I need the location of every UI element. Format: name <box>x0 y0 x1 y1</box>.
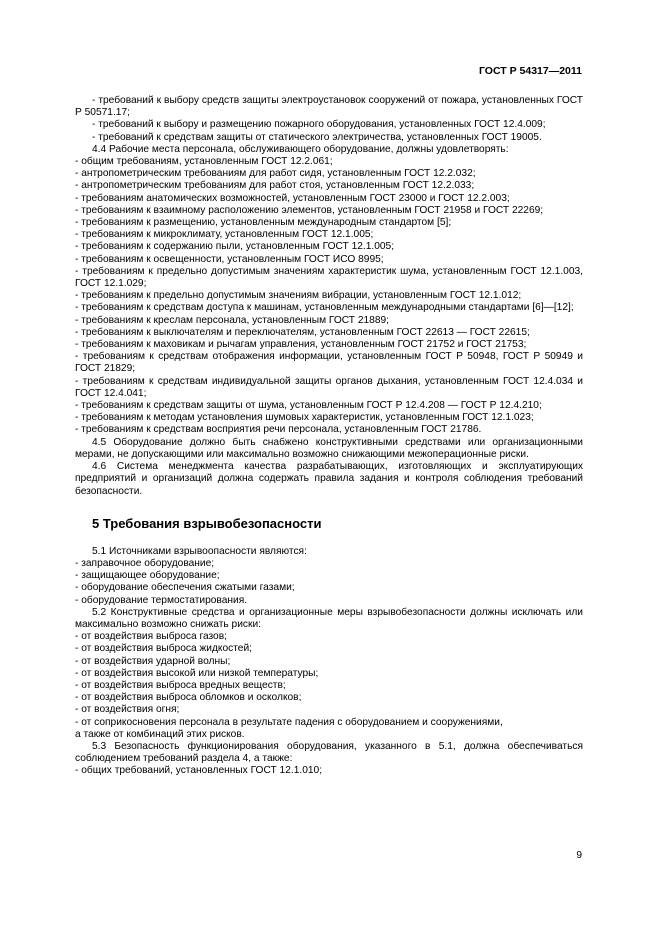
text-line: - требованиям к маховикам и рычагам управления, установленным ГОСТ 21752 и ГОСТ 21753; <box>75 339 527 351</box>
text-line: - от воздействия огня; <box>75 704 180 716</box>
text-line: - требований к средствам защиты от статического электричества, установленных ГОСТ 19005. <box>92 131 542 143</box>
text-line: - общим требованиям, установленным ГОСТ 12.2.061; <box>75 156 333 168</box>
text-line: - требованиям анатомических возможностей, установленным ГОСТ 23000 и ГОСТ 12.2.003; <box>75 192 510 204</box>
text-line: 5.3 Безопасность функционирования оборудования, указанного в 5.1, должна обеспечиваться соблюдением требований раздела 4, а также: <box>75 740 583 765</box>
text-line: - требованиям к средствам доступа к машинам, установленным международными стандартами [6]—[12]; <box>75 302 574 314</box>
text-line: - от соприкосновения персонала в результате падения с оборудованием и сооружениями, <box>75 716 503 728</box>
text-line: 4.4 Рабочие места персонала, обслуживающего оборудование, должны удовлетворять: <box>92 143 509 155</box>
text-line: - требованиям к предельно допустимым значениям характеристик шума, установленным ГОСТ 12.1.003, ГОСТ 12.1.029; <box>75 265 583 290</box>
text-line: - от воздействия выброса обломков и осколков; <box>75 692 302 704</box>
text-line: - требованиям к освещенности, установленным ГОСТ ИСО 8995; <box>75 253 384 265</box>
text-line: - от воздействия выброса газов; <box>75 631 227 643</box>
section-5-body <box>75 546 583 778</box>
text-line: - требований к выбору средств защиты электроустановок сооружений от пожара, установленных ГОСТ Р 50571.17; <box>75 95 583 119</box>
text-line: - требованиям к креслам персонала, установленным ГОСТ 21889; <box>75 314 390 326</box>
text-line: - от воздействия выброса вредных веществ; <box>75 679 286 691</box>
text-line: - требованиям к микроклимату, установленным ГОСТ 12.1.005; <box>75 229 374 241</box>
text-line: - антропометрическим требованиям для работ сидя, установленным ГОСТ 12.2.032; <box>75 168 476 180</box>
text-line: 4.6 Система менеджмента качества разрабатывающих, изготовляющих и эксплуатирующих предприятий и организаций должна содержать правила задания и контроля соблюдения требований безопасности. <box>75 461 583 497</box>
page-content <box>75 95 583 778</box>
text-line: 5.1 Источниками взрывоопасности являются: <box>92 545 307 557</box>
text-line: - требованиям к средствам восприятия речи персонала, установленным ГОСТ 21786. <box>75 424 482 436</box>
text-line: - защищающее оборудование; <box>75 570 220 582</box>
text-line: - заправочное оборудование; <box>75 557 215 569</box>
text-line: - требованиям к содержанию пыли, установленным ГОСТ 12.1.005; <box>75 241 395 253</box>
document-number: ГОСТ Р 54317—2011 <box>478 65 582 77</box>
text-line: - требованиям к предельно допустимым значениям вибрации, установленным ГОСТ 12.1.012; <box>75 290 522 302</box>
text-line: - требованиям к средствам защиты от шума, установленным ГОСТ Р 12.4.208 — ГОСТ Р 12.4.210; <box>75 400 542 412</box>
text-line: - от воздействия высокой или низкой температуры; <box>75 667 319 679</box>
text-line: - общих требований, установленных ГОСТ 12.1.010; <box>75 765 323 777</box>
text-line: - требований к выбору и размещению пожарного оборудования, установленных ГОСТ 12.4.009; <box>92 119 546 131</box>
text-line: - требованиям к средствам индивидуальной защиты органов дыхания, установленным ГОСТ 12.4.034 и ГОСТ 12.4.041; <box>75 375 583 399</box>
text-line: - требованиям к средствам отображения информации, установленным ГОСТ Р 50948, ГОСТ Р 50949 и ГОСТ 21829; <box>75 351 583 375</box>
text-line: а также от комбинаций этих рисков. <box>75 728 245 740</box>
text-line: - требованиям к размещению, установленным международным стандартом [5]; <box>75 217 452 229</box>
text-line: - требованиям к выключателям и переключателям, установленным ГОСТ 22613 — ГОСТ 22615; <box>75 326 530 338</box>
text-line: - требованиям к методам установления шумовых характеристик, установленным ГОСТ 12.1.023; <box>75 412 534 424</box>
text-line: - оборудование термостатирования. <box>75 594 248 606</box>
text-line: - антропометрическим требованиям для работ стоя, установленным ГОСТ 12.2.033; <box>75 180 475 192</box>
text-line: 4.5 Оборудование должно быть снабжено конструктивными средствами или организационными мерами, не допускающими или максимально возможно снижающими межоперационные риски. <box>75 436 583 460</box>
text-line: - оборудование обеспечения сжатыми газами; <box>75 582 295 594</box>
text-line: 5.2 Конструктивные средства и организационные меры взрывобезопасности должны исключать или максимально возможно снижать риски: <box>75 606 583 630</box>
text-line: - от воздействия ударной волны; <box>75 655 231 667</box>
section-5-heading: 5 Требования взрывобезопасности <box>92 515 322 531</box>
text-line: - требованиям к взаимному расположению элементов, установленным ГОСТ 21958 и ГОСТ 22269; <box>75 204 544 216</box>
text-line: - от воздействия выброса жидкостей; <box>75 643 252 655</box>
page-number: 9 <box>576 850 582 861</box>
section-4-continuation <box>75 95 583 498</box>
